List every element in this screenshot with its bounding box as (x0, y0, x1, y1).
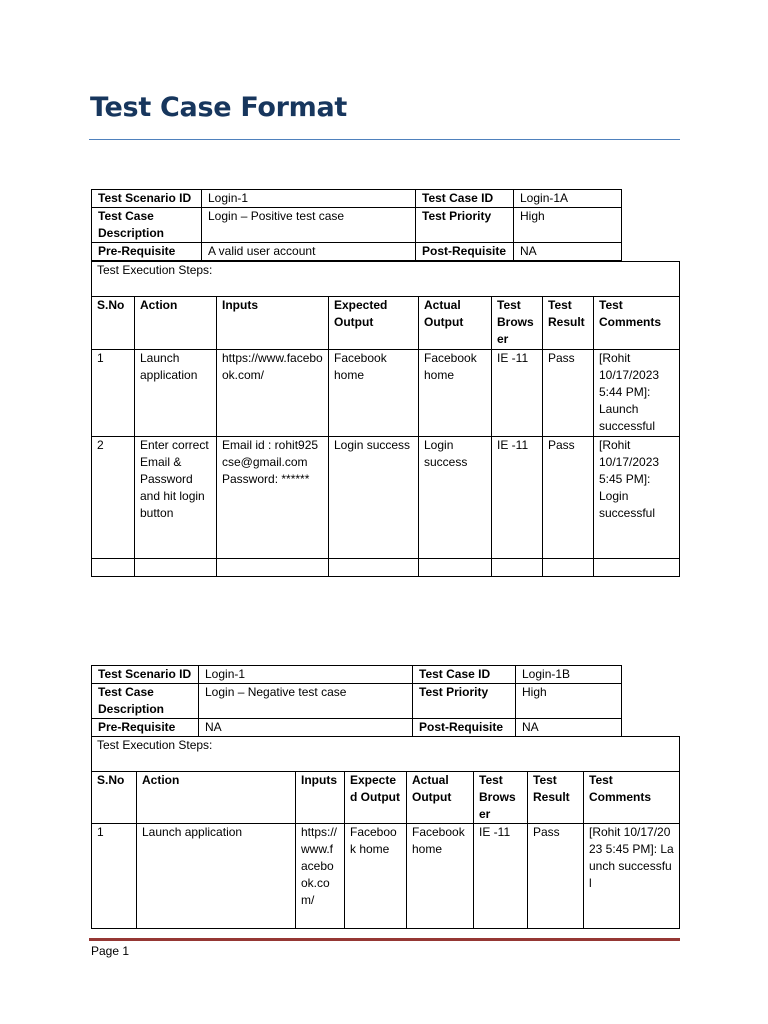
cell-test-result: Pass (528, 824, 584, 929)
cell-expected-output: Facebook home (345, 824, 407, 929)
col-test-browser: Test Browser (492, 297, 543, 350)
case-id-label: Test Case ID (413, 666, 516, 684)
empty-row (92, 559, 680, 577)
test-case-1a-header-table (91, 189, 622, 261)
col-action: Action (137, 772, 296, 824)
col-actual-output: Actual Output (407, 772, 474, 824)
empty-cell (329, 559, 419, 577)
test-case-1b-header-table (91, 665, 622, 737)
description-label: Test Case Description (92, 684, 199, 719)
test-case-1a-steps-table (91, 261, 680, 577)
col-test-result: Test Result (528, 772, 584, 824)
cell-actual-output: Login success (419, 437, 492, 559)
cell-action: Launch application (135, 350, 217, 437)
col-test-comments: Test Comments (594, 297, 680, 350)
cell-expected-output: Login success (329, 437, 419, 559)
cell-sno: 1 (92, 350, 135, 437)
scenario-id-value: Login-1 (199, 666, 413, 684)
test-case-1b-steps-table (91, 736, 680, 929)
empty-cell (543, 559, 594, 577)
empty-cell (135, 559, 217, 577)
col-inputs: Inputs (217, 297, 329, 350)
col-test-comments: Test Comments (584, 772, 680, 824)
col-inputs: Inputs (296, 772, 345, 824)
table-row (92, 824, 680, 929)
page-number: Page 1 (91, 944, 130, 958)
empty-cell (492, 559, 543, 577)
col-sno: S.No (92, 297, 135, 350)
cell-test-browser: IE -11 (474, 824, 528, 929)
cell-test-browser: IE -11 (492, 437, 543, 559)
cell-test-comments: [Rohit 10/17/2023 5:45 PM]: Login successful (594, 437, 680, 559)
prereq-value: A valid user account (202, 243, 416, 261)
postreq-label: Post-Requisite (416, 243, 514, 261)
col-sno: S.No (92, 772, 137, 824)
description-label: Test Case Description (92, 208, 202, 243)
cell-action: Launch application (137, 824, 296, 929)
prereq-label: Pre-Requisite (92, 243, 202, 261)
empty-cell (594, 559, 680, 577)
col-test-result: Test Result (543, 297, 594, 350)
scenario-id-label: Test Scenario ID (92, 190, 202, 208)
col-expected-output: Expected Output (329, 297, 419, 350)
cell-test-comments: [Rohit 10/17/2023 5:44 PM]: Launch successful (594, 350, 680, 437)
cell-inputs: https://www.facebook.com/ (296, 824, 345, 929)
col-actual-output: Actual Output (419, 297, 492, 350)
prereq-label: Pre-Requisite (92, 719, 199, 737)
priority-value: High (514, 208, 622, 243)
execution-steps-label: Test Execution Steps: (92, 262, 680, 297)
cell-expected-output: Facebook home (329, 350, 419, 437)
case-id-value: Login-1A (514, 190, 622, 208)
col-action: Action (135, 297, 217, 350)
description-value: Login – Negative test case (199, 684, 413, 719)
case-id-label: Test Case ID (416, 190, 514, 208)
empty-cell (419, 559, 492, 577)
empty-cell (92, 559, 135, 577)
prereq-value: NA (199, 719, 413, 737)
table-row (92, 437, 680, 559)
title-divider (89, 139, 680, 140)
scenario-id-value: Login-1 (202, 190, 416, 208)
scenario-id-label: Test Scenario ID (92, 666, 199, 684)
cell-test-result: Pass (543, 437, 594, 559)
cell-test-browser: IE -11 (492, 350, 543, 437)
case-id-value: Login-1B (516, 666, 622, 684)
cell-inputs: Email id : rohit925cse@gmail.com Password: ****** (217, 437, 329, 559)
execution-steps-label: Test Execution Steps: (92, 737, 680, 772)
cell-actual-output: Facebook home (407, 824, 474, 929)
cell-sno: 2 (92, 437, 135, 559)
footer-divider (89, 938, 680, 941)
cell-inputs: https://www.facebook.com/ (217, 350, 329, 437)
cell-sno: 1 (92, 824, 137, 929)
empty-cell (217, 559, 329, 577)
col-test-browser: Test Browser (474, 772, 528, 824)
postreq-value: NA (514, 243, 622, 261)
priority-label: Test Priority (416, 208, 514, 243)
postreq-label: Post-Requisite (413, 719, 516, 737)
cell-test-result: Pass (543, 350, 594, 437)
priority-value: High (516, 684, 622, 719)
priority-label: Test Priority (413, 684, 516, 719)
cell-action: Enter correct Email & Password and hit login button (135, 437, 217, 559)
page-title: Test Case Format (90, 92, 348, 123)
cell-actual-output: Facebook home (419, 350, 492, 437)
cell-test-comments: [Rohit 10/17/2023 5:45 PM]: Launch successful (584, 824, 680, 929)
postreq-value: NA (516, 719, 622, 737)
table-row (92, 350, 680, 437)
description-value: Login – Positive test case (202, 208, 416, 243)
col-expected-output: Expected Output (345, 772, 407, 824)
